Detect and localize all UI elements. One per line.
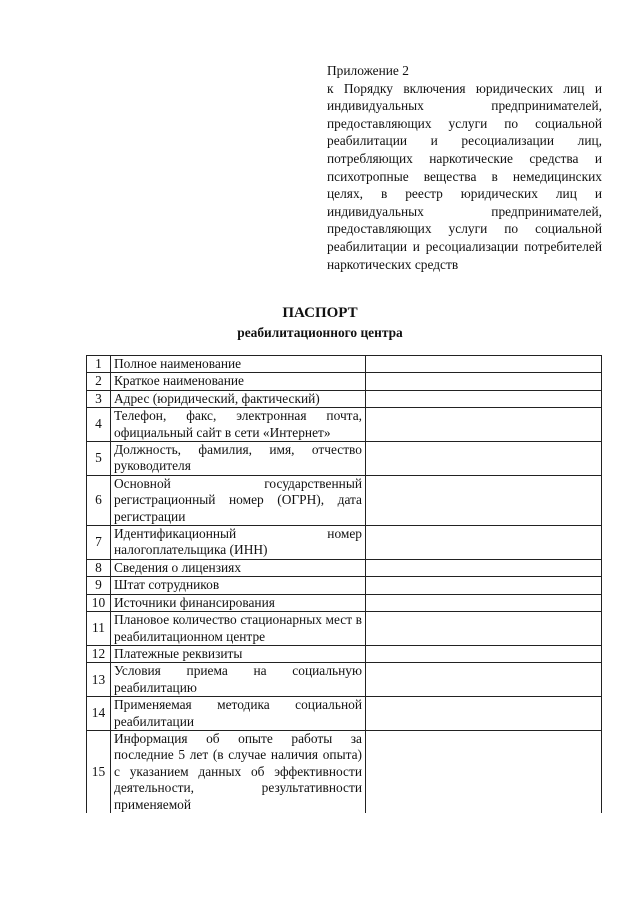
table-row: [87, 526, 602, 560]
row-number: 10: [87, 594, 111, 611]
document-title-block: [0, 304, 640, 342]
table-row: [87, 475, 602, 525]
table-row: [87, 594, 602, 611]
row-number: 1: [87, 356, 111, 373]
row-value-cell: [366, 356, 602, 373]
row-value-cell: [366, 442, 602, 476]
row-value-cell: [366, 526, 602, 560]
row-value-cell: [366, 594, 602, 611]
row-number: 3: [87, 390, 111, 407]
row-number: 11: [87, 612, 111, 646]
row-label: Плановое количество стационарных мест в реабилитационном центре: [111, 612, 366, 646]
table-row: [87, 730, 602, 813]
row-label: Идентификационный номер налогоплательщика (ИНН): [111, 526, 366, 560]
row-value-cell: [366, 697, 602, 731]
row-label: Телефон, факс, электронная почта, официальный сайт в сети «Интернет»: [111, 408, 366, 442]
row-number: 15: [87, 730, 111, 813]
row-label: Сведения о лицензиях: [111, 559, 366, 576]
row-label: Краткое наименование: [111, 373, 366, 390]
row-number: 7: [87, 526, 111, 560]
row-value-cell: [366, 408, 602, 442]
row-number: 8: [87, 559, 111, 576]
document-subtitle: реабилитационного центра: [237, 325, 403, 340]
table-row: [87, 559, 602, 576]
row-number: 13: [87, 663, 111, 697]
row-value-cell: [366, 373, 602, 390]
row-number: 9: [87, 577, 111, 594]
row-number: 12: [87, 645, 111, 662]
appendix-title: Приложение 2: [327, 63, 409, 78]
row-value-cell: [366, 475, 602, 525]
table-row: [87, 612, 602, 646]
row-label: Условия приема на социальную реабилитацию: [111, 663, 366, 697]
row-number: 5: [87, 442, 111, 476]
table-row: [87, 577, 602, 594]
row-number: 4: [87, 408, 111, 442]
row-value-cell: [366, 730, 602, 813]
row-value-cell: [366, 612, 602, 646]
appendix-text: к Порядку включения юридических лиц и индивидуальных предпринимателей, предоставляющих услуги по социальной реабилитации и ресоциализации лиц, потребляющих наркотические средства и психотропные вещества в немедицинских целях, в реестр юридических лиц и индивидуальных предпринимателей, предоставляющих услуги по социальной реабилитации и ресоциализации потребителей наркотических средств: [327, 80, 602, 272]
table-row: [87, 356, 602, 373]
row-label: Основной государственный регистрационный номер (ОГРН), дата регистрации: [111, 475, 366, 525]
passport-table: [86, 355, 602, 813]
row-label: Полное наименование: [111, 356, 366, 373]
appendix-header: [327, 62, 602, 273]
row-label: Информация об опыте работы за последние 5 лет (в случае наличия опыта) с указанием данных об эффективности деятельности, результативности применяемой: [111, 730, 366, 813]
row-label: Должность, фамилия, имя, отчество руководителя: [111, 442, 366, 476]
table-row: [87, 663, 602, 697]
table-row: [87, 408, 602, 442]
row-value-cell: [366, 390, 602, 407]
document-title: ПАСПОРТ: [282, 305, 358, 321]
row-value-cell: [366, 559, 602, 576]
row-value-cell: [366, 577, 602, 594]
table-row: [87, 373, 602, 390]
row-value-cell: [366, 663, 602, 697]
row-value-cell: [366, 645, 602, 662]
row-number: 6: [87, 475, 111, 525]
row-number: 2: [87, 373, 111, 390]
table-row: [87, 442, 602, 476]
row-label: Платежные реквизиты: [111, 645, 366, 662]
row-label: Штат сотрудников: [111, 577, 366, 594]
row-label: Источники финансирования: [111, 594, 366, 611]
row-number: 14: [87, 697, 111, 731]
row-label: Адрес (юридический, фактический): [111, 390, 366, 407]
row-label: Применяемая методика социальной реабилитации: [111, 697, 366, 731]
table-row: [87, 390, 602, 407]
table-row: [87, 645, 602, 662]
table-row: [87, 697, 602, 731]
